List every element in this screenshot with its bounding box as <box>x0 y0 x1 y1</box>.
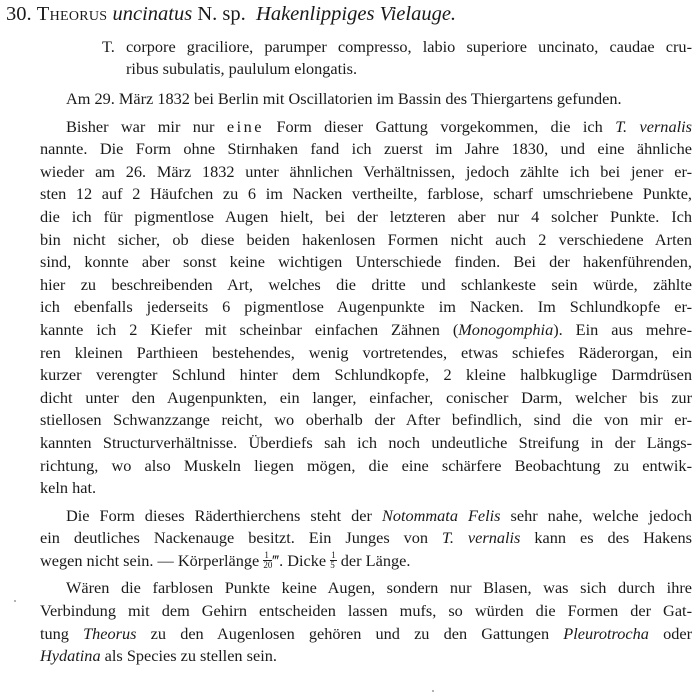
text-line: tung Theorus zu den Augenlosen gehören und zu den Gattungen Pleurotrocha oder <box>40 623 692 643</box>
genus-name: Theorus <box>36 3 108 25</box>
text-line: richtung, wo also Muskeln liegen mögen, die eine schärfere Beobachtung zu entwik- <box>40 455 692 475</box>
scan-speck <box>432 690 434 692</box>
common-name: Hakenlippiges Vielauge. <box>256 3 457 25</box>
text-line: keln hat. <box>40 478 97 498</box>
scan-speck <box>14 600 16 602</box>
text-line: Verbindung mit dem Gehirn entscheiden lassen mufs, so würden die Formen der Gat- <box>40 601 692 621</box>
text-line: bin nicht sicher, ob diese beiden hakenlosen Formen nicht auch 2 verschiedene Arten <box>40 229 692 249</box>
diagnosis-line: ribus subulatis, paululum elongatis. <box>126 59 358 78</box>
body-text <box>40 88 692 668</box>
text-line: Hydatina als Species zu stellen sein. <box>40 646 277 666</box>
fraction-body-length: $\frac{1}{20}$ <box>263 549 273 570</box>
text-line: kannten Structurverhältnisse. Überdiefs sah ich noch undeutliche Streifung in der Längs- <box>40 432 692 452</box>
text-line: sind, konnte aber sonst keine wichtigen Unterschiede finden. Bei der hakenführenden, <box>40 252 692 272</box>
text-line: die ich für pigmentlose Augen hielt, bei der letzteren aber nur 4 solcher Punkte. Ich <box>40 206 692 226</box>
text-line: sten 12 auf 2 Häufchen zu 6 im Nacken vertheilte, farblose, scharf umschriebene Punkte, <box>40 184 692 204</box>
text-line: stiellosen Schwanzzange reicht, wo oberhalb der After befindlich, sind die von mir er- <box>40 410 692 430</box>
measurements-line: wegen nicht sein. — Körperlänge $\frac{1}{20}$ ‴. Dicke $\frac{1}{5}$ der Länge. <box>40 549 411 570</box>
text-line: ich ebenfalls jederseits 6 pigmentlose Augenpunkte im Nacken. Im Schlundkopfe er- <box>40 297 692 317</box>
species-epithet: uncinatus <box>112 3 193 25</box>
text-line: ein deutliches Nackenauge besitzt. Ein Junges von T. vernalis kann es des Hakens <box>40 528 692 548</box>
fraction-thickness: $\frac{1}{5}$ <box>330 549 336 570</box>
text-line: Wären die farblosen Punkte keine Augen, sondern nur Blasen, was sich durch ihre <box>66 578 692 598</box>
new-species-marker: N. sp. <box>197 3 246 25</box>
diagnosis-line: T. corpore graciliore, parumper compresso, labio superiore uncinato, caudae cru- <box>102 37 692 56</box>
latin-diagnosis <box>102 36 692 80</box>
text-line: wieder am 26. März 1832 unter ähnlichen Verhältnissen, jedoch zählte ich bei jener er- <box>40 161 692 181</box>
text-line: kurzer verengter Schlund hinter dem Schlundkopfe, 2 kleine halbkuglige Darmdrüsen <box>40 365 692 385</box>
text-line: Bisher war mir nur eine Form dieser Gattung vorgekommen, die ich T. vernalis <box>66 116 692 136</box>
text-line: dicht unter den Augenpunkten, ein langer, einfacher, conischer Darm, welcher bis zur <box>40 387 692 407</box>
text-line: Die Form dieses Räderthierchens steht der Notommata Felis sehr nahe, welche jedoch <box>66 505 693 525</box>
text-line: hier zu beschreibenden Art, welches die dritte und schlankeste sein würde, zählte <box>40 274 692 294</box>
text-line: kannte ich 2 Kiefer mit scheinbar einfachen Zähnen (Monogomphia). Ein aus mehre- <box>40 319 692 339</box>
text-line: ren kleinen Parthieen bestehendes, wenig vortretendes, etwas schiefes Räderorgan, ein <box>40 342 692 362</box>
species-heading <box>6 2 696 26</box>
species-number: 30. <box>6 3 32 25</box>
text-line: nannte. Die Form ohne Stirnhaken fand ich zuerst im Jahre 1830, und eine ähnliche <box>40 139 692 159</box>
paragraph-locality: Am 29. März 1832 bei Berlin mit Oscillatorien im Bassin des Thiergartens gefunden. <box>66 89 622 108</box>
